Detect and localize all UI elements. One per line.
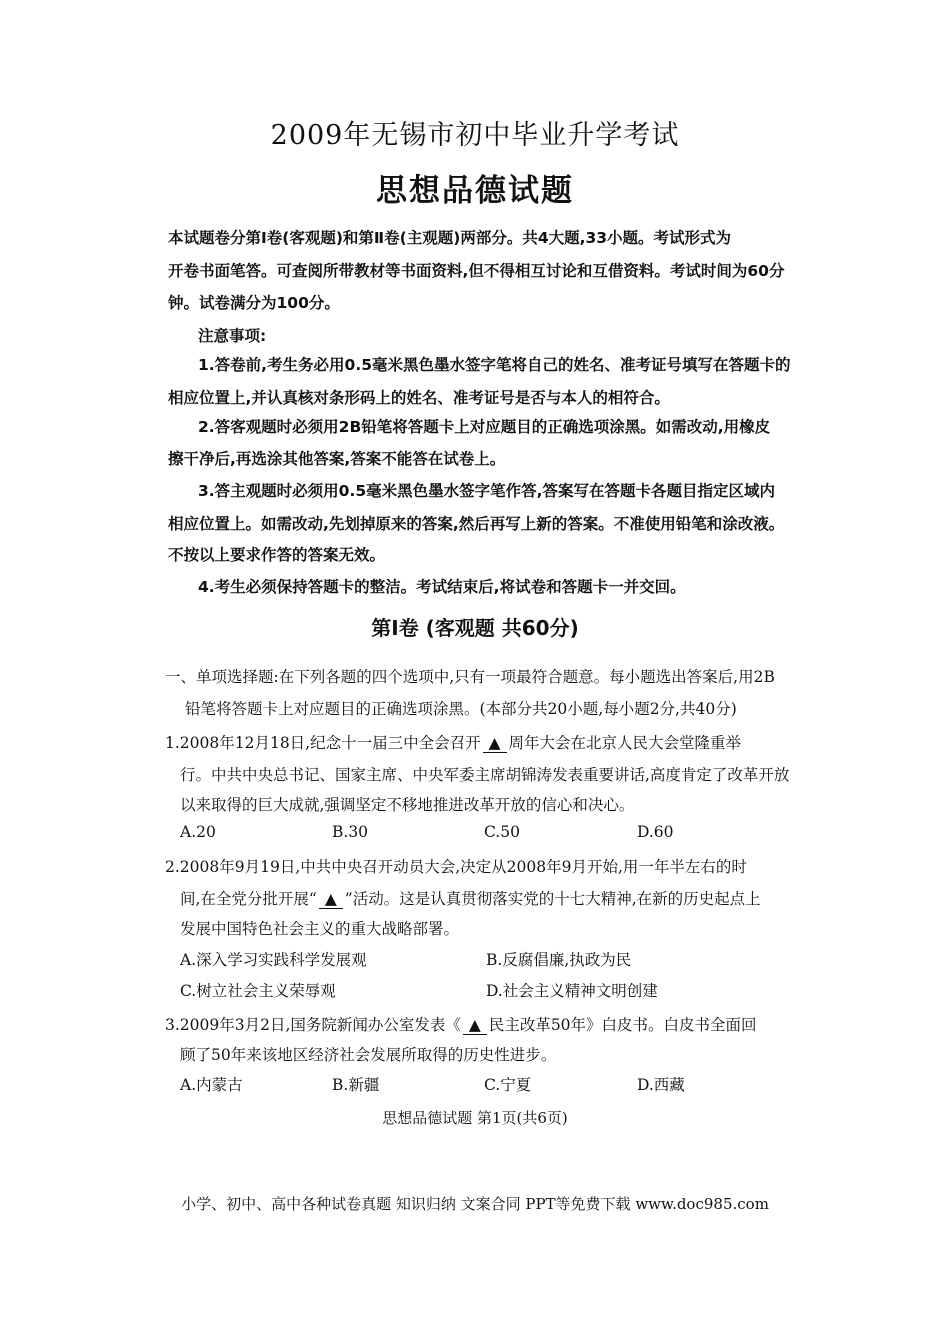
- option-d: D.60: [637, 823, 674, 841]
- note-line: 擦干净后,再选涂其他答案,答案不能答在试卷上。: [168, 450, 506, 468]
- note-line: 相应位置上。如需改动,先划掉原来的答案,然后再写上新的答案。不准使用铅笔和涂改液。: [168, 515, 785, 533]
- question-text: 民主改革50年》白皮书。白皮书全面回: [488, 1016, 757, 1034]
- option-c: C.50: [484, 823, 520, 841]
- notes-heading: 注意事项:: [198, 327, 267, 345]
- question-1-line: [165, 731, 741, 753]
- answer-blank: ▲: [319, 890, 343, 909]
- option-d: D.社会主义精神文明创建: [486, 982, 658, 1000]
- question-text: 3.2009年3月2日,国务院新闻办公室发表《: [165, 1016, 461, 1034]
- part-instruction: 铅笔将答题卡上对应题目的正确选项涂黑。(本部分共20小题,每小题2分,共40分): [185, 700, 737, 718]
- exam-subject-title: 思想品德试题: [376, 173, 574, 209]
- option-a: A.20: [180, 823, 216, 841]
- question-text: 2.2008年9月19日,中共中央召开动员大会,决定从2008年9月开始,用一年半左右的时: [165, 858, 747, 876]
- page-footer: 思想品德试题 第1页(共6页): [382, 1109, 568, 1127]
- note-line: 4.考生必须保持答题卡的整洁。考试结束后,将试卷和答题卡一并交回。: [198, 578, 686, 596]
- intro-line: 钟。试卷满分为100分。: [168, 294, 340, 312]
- question-text: ”活动。这是认真贯彻落实党的十七大精神,在新的历史起点上: [344, 890, 761, 908]
- question-text: 以来取得的巨大成就,强调坚定不移地推进改革开放的信心和决心。: [180, 796, 635, 814]
- question-text: 顾了50年来该地区经济社会发展所取得的历史性进步。: [180, 1046, 557, 1064]
- note-line: 不按以上要求作答的答案无效。: [168, 546, 386, 564]
- site-footer-text: 小学、初中、高中各种试卷真题 知识归纳 文案合同 PPT等免费下载 www.doc985.com: [181, 1195, 769, 1213]
- option-c: C.宁夏: [484, 1076, 532, 1094]
- question-text: 行。中共中央总书记、国家主席、中央军委主席胡锦涛发表重要讲话,高度肯定了改革开放: [180, 766, 790, 784]
- option-b: B.反腐倡廉,执政为民: [486, 951, 632, 969]
- intro-line: 本试题卷分第Ⅰ卷(客观题)和第Ⅱ卷(主观题)两部分。共4大题,33小题。考试形式为: [168, 229, 732, 247]
- question-text: 间,在全党分批开展“: [180, 890, 317, 908]
- section-heading: 第Ⅰ卷 (客观题 共60分): [371, 616, 579, 640]
- option-a: A.深入学习实践科学发展观: [180, 951, 367, 969]
- answer-blank: ▲: [463, 1016, 487, 1035]
- option-c: C.树立社会主义荣辱观: [180, 982, 336, 1000]
- note-line: 3.答主观题时必须用0.5毫米黑色墨水签字笔作答,答案写在答题卡各题目指定区域内: [198, 482, 776, 500]
- note-line: 2.答客观题时必须用2B铅笔将答题卡上对应题目的正确选项涂黑。如需改动,用橡皮: [198, 418, 771, 436]
- answer-blank: ▲: [483, 734, 507, 753]
- intro-line: 开卷书面笔答。可查阅所带教材等书面资料,但不得相互讨论和互借资料。考试时间为60分: [168, 262, 785, 280]
- option-d: D.西藏: [637, 1076, 685, 1094]
- question-2-line: [180, 887, 761, 909]
- option-a: A.内蒙古: [180, 1076, 243, 1094]
- part-instruction: 一、单项选择题:在下列各题的四个选项中,只有一项最符合题意。每小题选出答案后,用2B: [165, 668, 775, 686]
- question-text: 发展中国特色社会主义的重大战略部署。: [180, 920, 460, 938]
- exam-title: 2009年无锡市初中毕业升学考试: [270, 120, 680, 151]
- note-line: 相应位置上,并认真核对条形码上的姓名、准考证号是否与本人的相符合。: [168, 389, 670, 407]
- question-text: 1.2008年12月18日,纪念十一届三中全会召开: [165, 734, 481, 752]
- question-text: 周年大会在北京人民大会堂隆重举: [508, 734, 742, 752]
- option-b: B.30: [332, 823, 369, 841]
- note-line: 1.答卷前,考生务必用0.5毫米黑色墨水签字笔将自己的姓名、准考证号填写在答题卡的: [198, 356, 791, 374]
- option-b: B.新疆: [332, 1076, 380, 1094]
- question-3-line: [165, 1013, 757, 1035]
